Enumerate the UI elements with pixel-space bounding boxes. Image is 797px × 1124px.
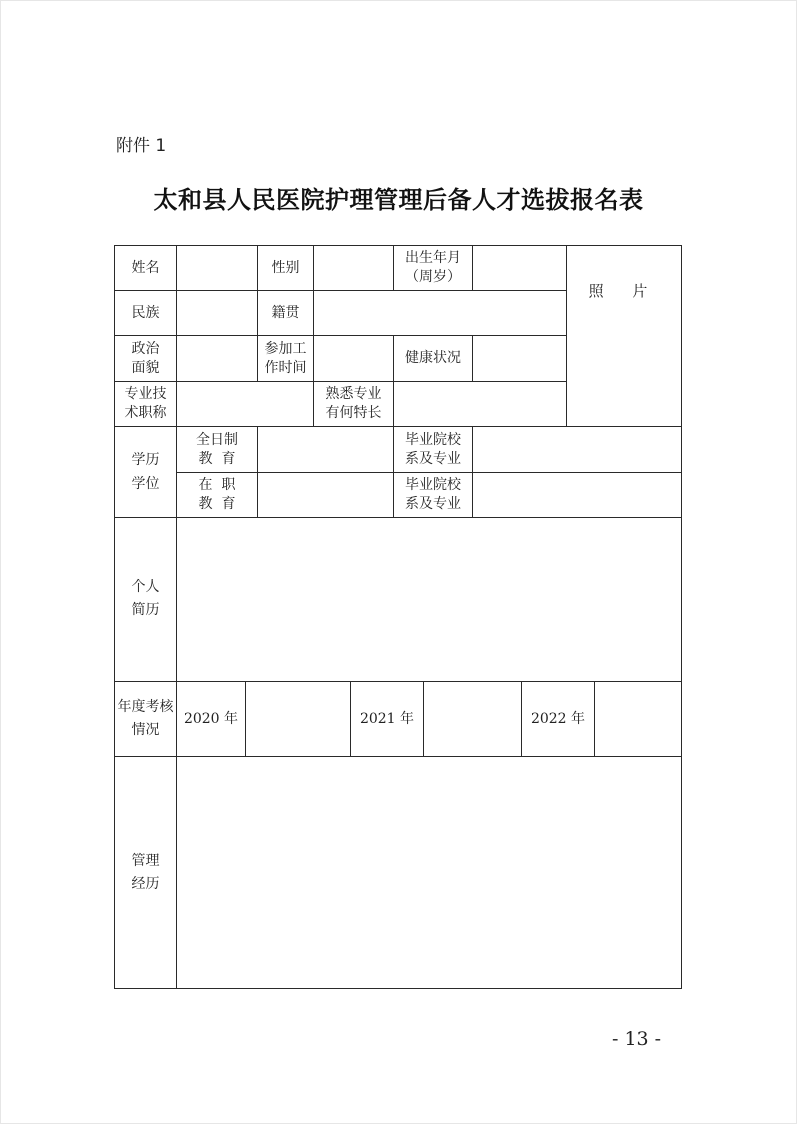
school-label-line2: 系及专业 xyxy=(405,450,461,467)
work-start-field[interactable] xyxy=(313,335,394,382)
ethnicity-label-text: 民族 xyxy=(131,304,160,321)
professional-title-label-line2: 术职称 xyxy=(124,405,167,421)
form-title: 太和县人民医院护理管理后备人才选拔报名表 xyxy=(153,186,644,214)
education-label xyxy=(114,426,177,518)
health-label xyxy=(393,335,473,382)
fulltime-education-label xyxy=(176,426,258,473)
professional-title-field[interactable] xyxy=(176,381,314,427)
school-label-line1: 毕业院校 xyxy=(405,477,461,493)
health-field[interactable] xyxy=(472,335,567,382)
parttime-degree-field[interactable] xyxy=(257,472,394,518)
fulltime-degree-field[interactable] xyxy=(257,426,394,473)
gender-label xyxy=(257,245,314,291)
school-label-line1: 毕业院校 xyxy=(405,431,461,448)
attachment-label: 附件 1 xyxy=(116,136,167,156)
specialty-label-line1: 熟悉专业 xyxy=(325,386,382,402)
education-label-line1: 学历 xyxy=(131,451,160,468)
assessment-2021-field[interactable] xyxy=(423,681,522,757)
birth-label-line2: （周岁） xyxy=(405,269,461,285)
health-label-text: 健康状况 xyxy=(405,350,461,366)
birth-label-line1: 出生年月 xyxy=(405,250,461,266)
fulltime-school-label xyxy=(393,426,473,473)
parttime-school-label xyxy=(393,472,473,518)
year-2022-text: 2022 年 xyxy=(530,710,586,727)
resume-label-line2: 简历 xyxy=(131,601,160,618)
photo-box[interactable] xyxy=(566,245,682,427)
resume-label-line1: 个人 xyxy=(131,578,160,595)
specialty-label xyxy=(313,381,394,427)
specialty-label-line2: 有何特长 xyxy=(325,405,382,421)
native-place-label xyxy=(257,290,314,336)
specialty-field[interactable] xyxy=(393,381,567,427)
political-label xyxy=(114,335,177,382)
management-label-line1: 管理 xyxy=(131,852,160,869)
birth-label xyxy=(393,245,473,291)
professional-title-label-line1: 专业技 xyxy=(124,386,167,402)
political-field[interactable] xyxy=(176,335,258,382)
fulltime-school-field[interactable] xyxy=(472,426,682,473)
political-label-line2: 面貌 xyxy=(131,359,160,376)
management-label-line2: 经历 xyxy=(131,875,160,892)
political-label-line1: 政治 xyxy=(131,340,160,357)
assessment-label-line1: 年度考核 xyxy=(117,699,174,715)
ethnicity-label xyxy=(114,290,177,336)
parttime-label-line1: 在 职 xyxy=(198,477,236,493)
assessment-2022-field[interactable] xyxy=(594,681,682,757)
name-label xyxy=(114,245,177,291)
native-place-label-text: 籍贯 xyxy=(271,304,300,321)
parttime-education-label xyxy=(176,472,258,518)
photo-label: 照 片 xyxy=(588,281,660,300)
year-2020-label xyxy=(176,681,246,757)
page-number: - 13 - xyxy=(612,1028,662,1050)
year-2020-text: 2020 年 xyxy=(183,710,239,727)
year-2022-label xyxy=(521,681,595,757)
native-place-field[interactable] xyxy=(313,290,567,336)
assessment-label xyxy=(114,681,177,757)
professional-title-label xyxy=(114,381,177,427)
work-start-label xyxy=(257,335,314,382)
management-label xyxy=(114,756,177,989)
year-2021-label xyxy=(350,681,424,757)
gender-label-text: 性别 xyxy=(271,259,300,276)
ethnicity-field[interactable] xyxy=(176,290,258,336)
fulltime-label-line2: 教 育 xyxy=(198,450,236,467)
work-start-label-line2: 作时间 xyxy=(264,359,307,376)
education-label-line2: 学位 xyxy=(131,475,160,492)
year-2021-text: 2021 年 xyxy=(359,710,415,727)
management-field[interactable] xyxy=(176,756,682,989)
assessment-2020-field[interactable] xyxy=(245,681,351,757)
fulltime-label-line1: 全日制 xyxy=(196,431,238,448)
birth-field[interactable] xyxy=(472,245,567,291)
resume-field[interactable] xyxy=(176,517,682,682)
resume-label xyxy=(114,517,177,682)
parttime-school-field[interactable] xyxy=(472,472,682,518)
gender-field[interactable] xyxy=(313,245,394,291)
parttime-label-line2: 教 育 xyxy=(198,496,236,512)
name-field[interactable] xyxy=(176,245,258,291)
name-label-text: 姓名 xyxy=(131,259,160,276)
work-start-label-line1: 参加工 xyxy=(264,340,307,357)
school-label-line2: 系及专业 xyxy=(405,496,461,512)
assessment-label-line2: 情况 xyxy=(131,722,160,738)
